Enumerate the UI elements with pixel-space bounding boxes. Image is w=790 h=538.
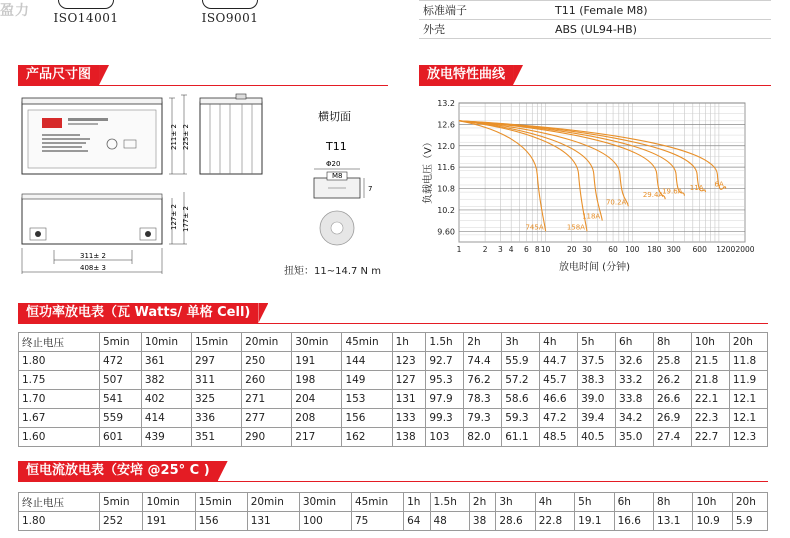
terminal-name: T11 <box>326 140 347 153</box>
table-header-cell: 20h <box>729 333 767 352</box>
chart-x-tick-label: 4 <box>508 245 514 254</box>
table-cell: 35.0 <box>616 428 654 447</box>
dimension-drawing <box>14 92 394 282</box>
chart-x-tick-label: 3 <box>497 245 503 254</box>
header-tail <box>99 65 109 85</box>
chart-x-tick-labels <box>457 245 755 254</box>
section-underline <box>419 85 771 86</box>
spec-key: 标准端子 <box>419 1 551 20</box>
chart-x-tick-label: 30 <box>582 245 592 254</box>
table-row <box>19 390 768 409</box>
table-cell: 48.5 <box>540 428 578 447</box>
table-header-cell: 20min <box>247 493 299 512</box>
dim-height-case: 211± 2 <box>170 124 178 150</box>
chart-y-tick-label: 10.2 <box>437 205 455 215</box>
table-row <box>19 352 768 371</box>
spec-key: 外壳 <box>419 20 551 39</box>
table-cell: 439 <box>141 428 191 447</box>
chart-x-tick-label: 8 <box>534 245 540 254</box>
table-header-cell: 20h <box>732 493 767 512</box>
chart-x-tick-label: 2 <box>482 245 488 254</box>
table-cell: 144 <box>342 352 392 371</box>
table-cell: 1.70 <box>19 390 100 409</box>
table-cell: 16.6 <box>614 512 653 531</box>
table-cell: 351 <box>191 428 241 447</box>
cert-iso9001 <box>180 0 280 25</box>
table-cell: 12.1 <box>729 409 767 428</box>
chart-y-axis-label: 负载电压（V） <box>423 137 434 204</box>
battery-front-view <box>22 95 187 174</box>
section-title: 放电特性曲线 <box>419 65 513 85</box>
brand-mark: 盈力 <box>0 3 30 19</box>
table-cell: 325 <box>191 390 241 409</box>
table-cell: 48 <box>430 512 469 531</box>
chart-x-tick-label: 10 <box>540 245 551 254</box>
table-cell: 33.8 <box>616 390 654 409</box>
chart-y-tick-label: 12.6 <box>437 120 455 130</box>
table-cell: 382 <box>141 371 191 390</box>
table-header-cell: 10h <box>691 333 729 352</box>
chart-y-tick-label: 12.0 <box>437 141 455 151</box>
table-cell: 131 <box>392 390 426 409</box>
table-header-cell: 终止电压 <box>19 333 100 352</box>
table-cell: 191 <box>292 352 342 371</box>
table-cell: 204 <box>292 390 342 409</box>
table-row <box>19 409 768 428</box>
spec-value: ABS (UL94-HB) <box>551 20 771 39</box>
header-tail <box>218 461 228 481</box>
chart-x-tick-label: 1 <box>456 245 462 254</box>
table-header-cell: 2h <box>469 493 495 512</box>
dim-width-body: 127± 2 <box>170 204 178 230</box>
cert-iso14001 <box>36 0 136 25</box>
spec-value: T11 (Female M8) <box>551 1 771 20</box>
table-cell: 12.3 <box>729 428 767 447</box>
table-header-cell: 8h <box>653 333 691 352</box>
table-cell: 217 <box>292 428 342 447</box>
table-cell: 156 <box>342 409 392 428</box>
chart-series-label: 11A <box>689 184 704 193</box>
table-header-cell: 10h <box>693 493 732 512</box>
chart-x-tick-label: 100 <box>625 245 640 254</box>
section-power-header <box>18 303 268 323</box>
table-header-cell: 4h <box>540 333 578 352</box>
table-header-cell: 6h <box>616 333 654 352</box>
chart-series-label: 29.4A <box>642 191 664 200</box>
table-cell: 95.3 <box>426 371 464 390</box>
table-cell: 99.3 <box>426 409 464 428</box>
table-cell: 472 <box>100 352 142 371</box>
cert-seal-icon <box>202 0 258 9</box>
section-current-header <box>18 461 228 481</box>
section-dimensions-header <box>18 65 109 85</box>
table-cell: 402 <box>141 390 191 409</box>
table-cell: 25.8 <box>653 352 691 371</box>
table-cell: 103 <box>426 428 464 447</box>
table-cell: 100 <box>299 512 351 531</box>
table-cell: 32.6 <box>616 352 654 371</box>
table-row <box>19 428 768 447</box>
table-header-cell: 3h <box>496 493 535 512</box>
table-cell: 97.9 <box>426 390 464 409</box>
table-cell: 33.2 <box>616 371 654 390</box>
terminal-section-icon <box>314 169 364 245</box>
section-curve-header <box>419 65 523 85</box>
table-header-cell: 3h <box>502 333 540 352</box>
table-cell: 21.5 <box>691 352 729 371</box>
table-cell: 76.2 <box>464 371 502 390</box>
table-cell: 34.2 <box>616 409 654 428</box>
table-cell: 11.8 <box>729 352 767 371</box>
table-header-cell: 15min <box>195 493 247 512</box>
table-cell: 28.6 <box>496 512 535 531</box>
table-cell: 507 <box>100 371 142 390</box>
current-discharge-table <box>18 492 768 531</box>
terminal-diameter: Φ20 <box>326 160 341 168</box>
battery-side-view <box>200 94 262 174</box>
table-cell: 131 <box>247 512 299 531</box>
table-header-cell: 30min <box>299 493 351 512</box>
table-cell: 46.6 <box>540 390 578 409</box>
spec-row <box>419 1 771 20</box>
table-header-row <box>19 333 768 352</box>
table-cell: 127 <box>392 371 426 390</box>
dim-width-total: 177± 2 <box>182 206 190 232</box>
table-cell: 40.5 <box>578 428 616 447</box>
table-header-cell: 1.5h <box>430 493 469 512</box>
table-header-cell: 6h <box>614 493 653 512</box>
section-underline <box>18 323 768 324</box>
table-cell: 1.67 <box>19 409 100 428</box>
chart-x-tick-label: 2000 <box>735 245 755 254</box>
table-cell: 5.9 <box>732 512 767 531</box>
header-tail <box>513 65 523 85</box>
table-cell: 11.9 <box>729 371 767 390</box>
dim-length-inner: 311± 2 <box>80 252 106 260</box>
table-cell: 27.4 <box>653 428 691 447</box>
table-cell: 311 <box>191 371 241 390</box>
table-cell: 38 <box>469 512 495 531</box>
table-cell: 59.3 <box>502 409 540 428</box>
dim-length-total: 408± 3 <box>80 264 106 272</box>
table-cell: 12.1 <box>729 390 767 409</box>
terminal-thread: M8 <box>332 172 343 180</box>
table-cell: 133 <box>392 409 426 428</box>
table-cell: 74.4 <box>464 352 502 371</box>
table-cell: 10.9 <box>693 512 732 531</box>
table-header-cell: 1.5h <box>426 333 464 352</box>
table-cell: 44.7 <box>540 352 578 371</box>
table-cell: 361 <box>141 352 191 371</box>
table-cell: 191 <box>143 512 195 531</box>
table-cell: 1.60 <box>19 428 100 447</box>
chart-series-label: 70.2A <box>605 198 627 207</box>
table-header-cell: 45min <box>351 493 403 512</box>
chart-x-tick-label: 20 <box>566 245 577 254</box>
table-cell: 559 <box>100 409 142 428</box>
table-header-cell: 5h <box>575 493 614 512</box>
table-cell: 19.1 <box>575 512 614 531</box>
table-cell: 22.1 <box>691 390 729 409</box>
table-cell: 198 <box>292 371 342 390</box>
table-cell: 26.2 <box>653 371 691 390</box>
chart-y-tick-labels <box>437 99 455 236</box>
table-cell: 414 <box>141 409 191 428</box>
table-header-cell: 20min <box>242 333 292 352</box>
table-cell: 601 <box>100 428 142 447</box>
table-cell: 156 <box>195 512 247 531</box>
table-cell: 208 <box>292 409 342 428</box>
table-cell: 39.4 <box>578 409 616 428</box>
chart-x-axis-label: 放电时间 (分钟) <box>559 262 630 273</box>
table-cell: 290 <box>242 428 292 447</box>
battery-top-view <box>22 192 187 274</box>
table-cell: 37.5 <box>578 352 616 371</box>
cert-seal-icon <box>58 0 114 9</box>
table-row <box>19 371 768 390</box>
cert-label: ISO9001 <box>201 11 259 25</box>
table-cell: 252 <box>100 512 143 531</box>
table-header-cell: 5min <box>100 493 143 512</box>
chart-series-label: 745A <box>525 223 544 232</box>
table-header-cell: 5min <box>100 333 142 352</box>
section-underline <box>18 481 768 482</box>
table-cell: 58.6 <box>502 390 540 409</box>
chart-x-tick-label: 600 <box>692 245 707 254</box>
torque-spec: 扭矩：11~14.7 N m <box>284 266 381 277</box>
table-cell: 22.8 <box>535 512 574 531</box>
section-title: 恒电流放电表（安培 @25° C ) <box>18 461 218 481</box>
table-cell: 541 <box>100 390 142 409</box>
table-cell: 271 <box>242 390 292 409</box>
chart-series-label: 158A <box>566 223 585 232</box>
table-cell: 55.9 <box>502 352 540 371</box>
dim-height-total: 225± 2 <box>182 124 190 150</box>
table-cell: 38.3 <box>578 371 616 390</box>
table-header-row <box>19 493 768 512</box>
table-cell: 162 <box>342 428 392 447</box>
table-cell: 64 <box>404 512 430 531</box>
chart-x-tick-label: 60 <box>608 245 618 254</box>
chart-series-label: 6A <box>714 180 724 189</box>
table-cell: 47.2 <box>540 409 578 428</box>
spec-table <box>419 1 771 39</box>
table-header-cell: 1h <box>392 333 426 352</box>
table-cell: 138 <box>392 428 426 447</box>
table-cell: 336 <box>191 409 241 428</box>
chart-x-tick-label: 1200 <box>716 245 736 254</box>
chart-y-tick-label: 9.60 <box>437 227 455 237</box>
chart-x-tick-label: 6 <box>524 245 529 254</box>
table-cell: 82.0 <box>464 428 502 447</box>
table-cell: 22.7 <box>691 428 729 447</box>
power-discharge-table <box>18 332 768 447</box>
section-title: 产品尺寸图 <box>18 65 99 85</box>
table-cell: 57.2 <box>502 371 540 390</box>
table-cell: 153 <box>342 390 392 409</box>
cross-section-title: 横切面 <box>318 110 351 123</box>
table-header-cell: 8h <box>654 493 693 512</box>
table-cell: 79.3 <box>464 409 502 428</box>
table-header-cell: 4h <box>535 493 574 512</box>
table-cell: 78.3 <box>464 390 502 409</box>
table-cell: 39.0 <box>578 390 616 409</box>
table-cell: 277 <box>242 409 292 428</box>
table-cell: 123 <box>392 352 426 371</box>
table-header-cell: 10min <box>143 493 195 512</box>
table-row <box>19 512 768 531</box>
chart-y-tick-label: 11.6 <box>437 163 455 173</box>
chart-x-tick-label: 300 <box>666 245 681 254</box>
chart-y-tick-label: 13.2 <box>437 99 455 108</box>
table-cell: 26.6 <box>653 390 691 409</box>
table-cell: 61.1 <box>502 428 540 447</box>
chart-x-tick-label: 180 <box>647 245 662 254</box>
table-cell: 13.1 <box>654 512 693 531</box>
section-title: 恒功率放电表（瓦 Watts/ 单格 Cell) <box>18 303 258 323</box>
table-cell: 21.8 <box>691 371 729 390</box>
table-cell: 297 <box>191 352 241 371</box>
table-cell: 260 <box>242 371 292 390</box>
table-cell: 149 <box>342 371 392 390</box>
section-underline <box>18 85 388 86</box>
discharge-chart <box>419 92 771 277</box>
table-header-cell: 终止电压 <box>19 493 100 512</box>
table-header-cell: 1h <box>404 493 430 512</box>
chart-series-label: 118A <box>582 212 601 221</box>
table-header-cell: 15min <box>191 333 241 352</box>
table-cell: 22.3 <box>691 409 729 428</box>
table-header-cell: 10min <box>141 333 191 352</box>
table-cell: 45.7 <box>540 371 578 390</box>
table-cell: 92.7 <box>426 352 464 371</box>
table-cell: 250 <box>242 352 292 371</box>
table-cell: 1.75 <box>19 371 100 390</box>
table-header-cell: 2h <box>464 333 502 352</box>
cert-label: ISO14001 <box>53 11 119 25</box>
table-cell: 1.80 <box>19 352 100 371</box>
table-header-cell: 45min <box>342 333 392 352</box>
table-cell: 75 <box>351 512 403 531</box>
terminal-height: 7 <box>368 185 373 193</box>
spec-row <box>419 20 771 39</box>
table-cell: 1.80 <box>19 512 100 531</box>
table-header-cell: 5h <box>578 333 616 352</box>
table-cell: 26.9 <box>653 409 691 428</box>
chart-series-label: 19.6A <box>662 187 683 196</box>
chart-y-tick-label: 10.8 <box>437 184 455 194</box>
table-header-cell: 30min <box>292 333 342 352</box>
header-tail <box>258 303 268 323</box>
